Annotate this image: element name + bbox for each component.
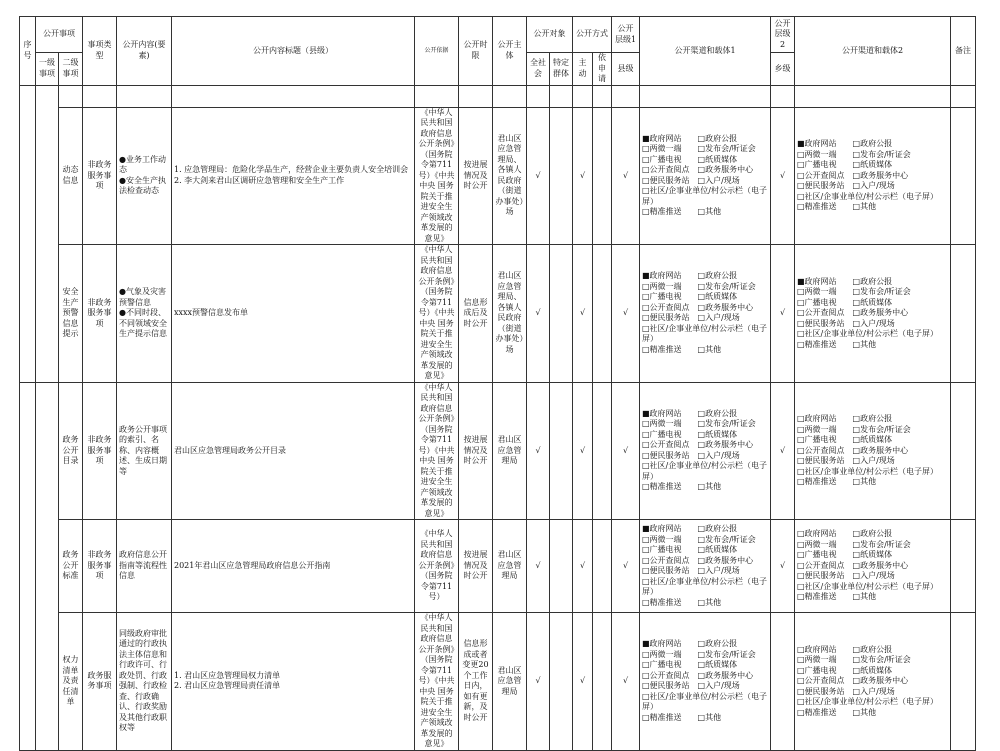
item-type-cell: 非政务服务事项 [83,520,117,613]
elements-cell: ●业务工作动态 ●安全生产执法检查动态 [117,107,172,245]
check-target-public: √ [527,382,550,520]
header-target-public: 全社会 [527,53,550,86]
level2-item-cell: 权力清单及责任清单 [59,613,83,751]
basis-cell: 《中华人民共和国政府信息公开条例》（国务院令第711号）《中共中央 国务院关于推进安全生产领域改革发展的意见》 [415,382,459,520]
channels1-cell: ■政府网站 □政府公报 □两微一端 □发布会/听证会 □广播电视 □纸质媒体 □公开查阅点 □政务服务中心 □便民服务站 □入户/现场 □社区/企事业单位/村公示栏（电子屏） □精准推送 □其他 [640,613,771,751]
check-method-active: √ [573,520,593,613]
subject-cell: 君山区应急管理局 [493,382,527,520]
check-level2: √ [771,107,795,245]
header-method-apply: 依申请 [593,53,612,86]
remarks-cell [951,382,976,520]
header-seq: 序号 [20,17,36,86]
check-target-public: √ [527,520,550,613]
check-level2: √ [771,245,795,383]
header-level2-item: 二级事项 [59,53,83,86]
check-level2: √ [771,520,795,613]
title-cell: 1. 君山区应急管理局权力清单 2. 君山区应急管理局责任清单 [172,613,415,751]
header-level2: 公开层级2 [771,17,795,53]
header-remarks: 备注 [951,17,976,86]
title-cell: 2021年君山区应急管理局政府信息公开指南 [172,520,415,613]
time-limit-cell: 按进展情况及时公开 [459,382,493,520]
remarks-cell [951,520,976,613]
check-target-public: √ [527,245,550,383]
time-limit-cell: 信息形成后及时公开 [459,245,493,383]
header-item-type: 事项类型 [83,17,117,86]
basis-cell: 《中华人民共和国政府信息公开条例》（国务院令第711号）《中共中央 国务院关于推进安全生产领域改革发展的意见》 [415,613,459,751]
subject-cell: 君山区应急管理局 [493,520,527,613]
elements-cell: ●气象及灾害预警信息 ●不同时段、不同领域安全生产提示信息 [117,245,172,383]
table-row [20,520,976,613]
title-cell: 1. 应急管理局：危险化学品生产，经营企业主要负责人安全培训会 2. 李大剑来君山区调研应急管理和安全生产工作 [172,107,415,245]
level1-item-cell [36,85,59,382]
elements-cell: 同级政府审批通过的行政执法主体信息和行政许可、行政处罚、行政强制、行政检查、行政确认、行政奖励及其他行政职权等 [117,613,172,751]
level2-item-cell: 安全生产预警信息提示 [59,245,83,383]
channels1-cell: ■政府网站 □政府公报 □两微一端 □发布会/听证会 □广播电视 □纸质媒体 □公开查阅点 □政务服务中心 □便民服务站 □入户/现场 □社区/企事业单位/村公示栏（电子屏） □精准推送 □其他 [640,382,771,520]
elements-cell: 政务公开事项的索引、名称、内容概述、生成日期等 [117,382,172,520]
subject-cell: 君山区应急管理局、各镇人民政府（街道办事处）场 [493,245,527,383]
check-method-active: √ [573,382,593,520]
check-level2: √ [771,382,795,520]
subject-cell: 君山区应急管理局、各镇人民政府（街道办事处）场 [493,107,527,245]
table-row [20,613,976,751]
header-disclosure-items: 公开事项 [36,17,83,53]
header-time-limit: 公开时限 [459,17,493,86]
channels1-cell: ■政府网站 □政府公报 □两微一端 □发布会/听证会 □广播电视 □纸质媒体 □公开查阅点 □政务服务中心 □便民服务站 □入户/现场 □社区/企事业单位/村公示栏（电子屏） □精准推送 □其他 [640,520,771,613]
header-channels1: 公开渠道和载体1 [640,17,771,86]
title-cell: 君山区应急管理局政务公开目录 [172,382,415,520]
channels2-cell: □政府网站 □政府公报 □两微一端 □发布会/听证会 □广播电视 □纸质媒体 □公开查阅点 □政务服务中心 □便民服务站 □入户/现场 □社区/企事业单位/村公示栏（电子屏） □精准推送 □其他 [795,382,951,520]
basis-cell: 《中华人民共和国政府信息公开条例》（国务院令第711号） [415,520,459,613]
header-subject: 公开主体 [493,17,527,86]
level2-item-cell: 政务公开目录 [59,382,83,520]
channels2-cell: ■政府网站 □政府公报 □两微一端 □发布会/听证会 □广播电视 □纸质媒体 □公开查阅点 □政务服务中心 □便民服务站 □入户/现场 □社区/企事业单位/村公示栏（电子屏） □精准推送 □其他 [795,107,951,245]
header-level1-item: 一级事项 [36,53,59,86]
seq-cell [20,382,36,750]
remarks-cell [951,613,976,751]
time-limit-cell: 信息形成或者变更20个工作日内，如有更新，及时公开 [459,613,493,751]
header-basis: 公开依据 [415,17,459,86]
level2-item-cell: 动态信息 [59,107,83,245]
remarks-cell [951,245,976,383]
level2-item-cell: 政务公开标准 [59,520,83,613]
check-level1: √ [612,613,640,751]
header-level1: 公开层级1 [612,17,640,53]
check-target-public: √ [527,107,550,245]
title-cell: xxxx预警信息发布单 [172,245,415,383]
table-row [20,382,976,520]
check-level1: √ [612,107,640,245]
header-method-active: 主动 [573,53,593,86]
item-type-cell: 政务服务事项 [83,613,117,751]
check-level1: √ [612,520,640,613]
disclosure-table [19,16,976,751]
item-type-cell: 非政务服务事项 [83,245,117,383]
remarks-cell [951,107,976,245]
item-type-cell: 非政务服务事项 [83,382,117,520]
header-target-specific: 特定群体 [550,53,573,86]
header-target: 公开对象 [527,17,573,53]
time-limit-cell: 按进展情况及时公开 [459,520,493,613]
seq-cell [20,85,36,382]
header-level1-county: 县级 [612,53,640,86]
channels2-cell: □政府网站 □政府公报 □两微一端 □发布会/听证会 □广播电视 □纸质媒体 □公开查阅点 □政务服务中心 □便民服务站 □入户/现场 □社区/企事业单位/村公示栏（电子屏） □精准推送 □其他 [795,613,951,751]
channels1-cell: ■政府网站 □政府公报 □两微一端 □发布会/听证会 □广播电视 □纸质媒体 □公开查阅点 □政务服务中心 □便民服务站 □入户/现场 □社区/企事业单位/村公示栏（电子屏） □精准推送 □其他 [640,107,771,245]
table-row-spacer [20,85,976,107]
header-channels2: 公开渠道和载体2 [795,17,951,86]
check-method-active: √ [573,245,593,383]
header-method: 公开方式 [573,17,612,53]
basis-cell: 《中华人民共和国政府信息公开条例》（国务院令第711号）《中共中央 国务院关于推进安全生产领域改革发展的意见》 [415,245,459,383]
check-method-active: √ [573,107,593,245]
check-target-public: √ [527,613,550,751]
check-level1: √ [612,245,640,383]
header-level2-township: 乡级 [771,53,795,86]
channels2-cell: □政府网站 □政府公报 □两微一端 □发布会/听证会 □广播电视 □纸质媒体 □公开查阅点 □政务服务中心 □便民服务站 □入户/现场 □社区/企事业单位/村公示栏（电子屏） □精准推送 □其他 [795,520,951,613]
item-type-cell: 非政务服务事项 [83,107,117,245]
level1-item-cell [36,382,59,750]
check-level1: √ [612,382,640,520]
subject-cell: 君山区应急管理局 [493,613,527,751]
time-limit-cell: 按进展情况及时公开 [459,107,493,245]
elements-cell: 政府信息公开指南等流程性信息 [117,520,172,613]
header-content-title: 公开内容标题（县级） [172,17,415,86]
basis-cell: 《中华人民共和国政府信息公开条例》（国务院令第711号）《中共中央 国务院关于推进安全生产领域改革发展的意见》 [415,107,459,245]
check-method-active: √ [573,613,593,751]
header-content-elements: 公开内容(要素) [117,17,172,86]
table-row [20,245,976,383]
table-row [20,107,976,245]
channels2-cell: ■政府网站 □政府公报 □两微一端 □发布会/听证会 □广播电视 □纸质媒体 □公开查阅点 □政务服务中心 □便民服务站 □入户/现场 □社区/企事业单位/村公示栏（电子屏） □精准推送 □其他 [795,245,951,383]
channels1-cell: ■政府网站 □政府公报 □两微一端 □发布会/听证会 □广播电视 □纸质媒体 □公开查阅点 □政务服务中心 □便民服务站 □入户/现场 □社区/企事业单位/村公示栏（电子屏） □精准推送 □其他 [640,245,771,383]
